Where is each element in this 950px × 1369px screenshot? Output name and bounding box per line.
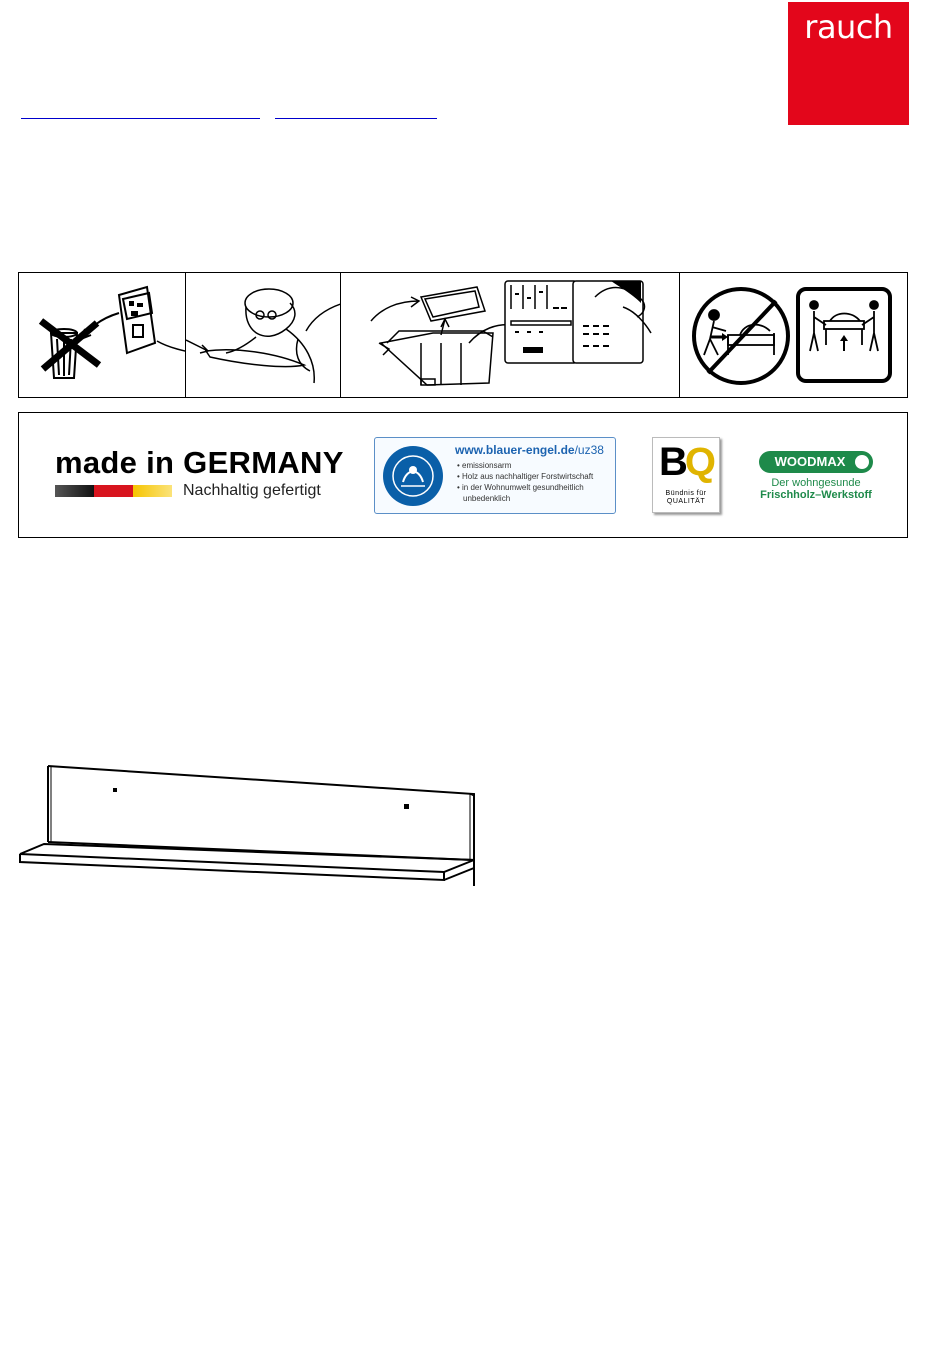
blauer-engel-badge (374, 437, 616, 514)
blauer-engel-url[interactable]: www.blauer-engel.de/uz38 (455, 443, 604, 457)
certification-strip (18, 412, 908, 538)
person-reading-drawing (186, 273, 341, 397)
logo-text: rauch (804, 8, 893, 46)
list-item: • Holz aus nachhaltiger Forstwirtschaft (457, 472, 594, 481)
list-item: • emissionsarm (457, 461, 512, 470)
woodmax-line1: Der wohngesunde (771, 477, 861, 489)
bq-letters: BQ (659, 440, 714, 484)
german-flag-bar (55, 485, 172, 497)
do-not-drag-furniture-icon (694, 289, 788, 383)
blauer-engel-seal-icon (383, 446, 443, 506)
mount-hole-right (404, 804, 409, 809)
woodmax-logo: WOODMAX (759, 451, 873, 473)
instructions-strip (18, 272, 908, 398)
woodmax-line2: Frischholz–Werkstoff (760, 489, 872, 501)
filing-drawing (341, 273, 679, 397)
mount-hole-left (113, 788, 117, 792)
furniture-handling-drawing (680, 273, 907, 397)
link-2[interactable] (275, 104, 437, 119)
wall-shelf-drawing (16, 760, 480, 892)
made-in-subtitle: Nachhaltig gefertigt (183, 482, 321, 499)
read-manual-icon (186, 273, 342, 397)
do-not-discard-manual-icon (19, 273, 186, 397)
made-in-title: made in GERMANY (55, 445, 344, 480)
trash-manual-drawing (19, 273, 185, 397)
list-item: • in der Wohnumwelt gesundheitlich (457, 483, 584, 492)
bq-subtitle: Bündnis für QUALITÄT (665, 490, 707, 505)
link-1[interactable] (21, 104, 260, 119)
lift-furniture-together-icon (798, 289, 890, 381)
woodmax-badge (759, 451, 873, 501)
file-manual-and-parts-list-icon (341, 273, 679, 397)
rauch-logo (788, 2, 909, 125)
list-item: unbedenklich (463, 494, 511, 503)
woodmax-dot-icon (855, 455, 869, 469)
furniture-handling-icons (680, 273, 907, 397)
made-in-germany-badge (55, 445, 344, 499)
bq-badge (652, 437, 720, 513)
blauer-engel-list (457, 460, 593, 504)
